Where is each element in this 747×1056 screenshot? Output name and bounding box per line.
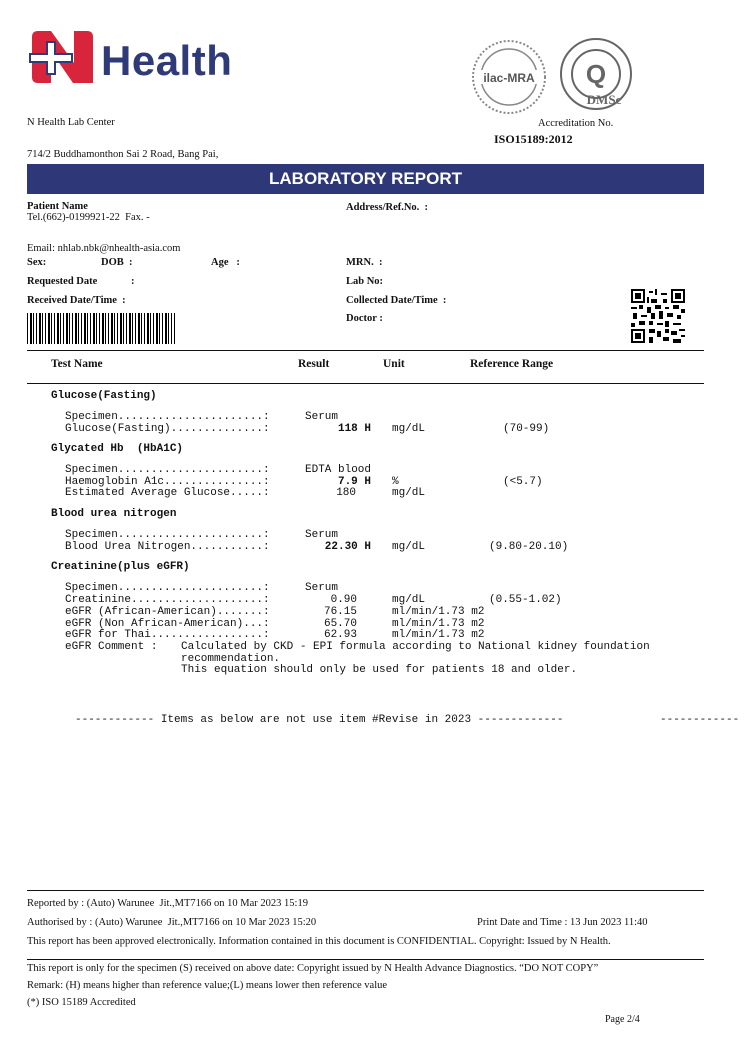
row-result: Serum xyxy=(305,411,339,423)
row-label: eGFR (Non African-American)...: xyxy=(65,618,270,630)
barcode-icon xyxy=(27,313,175,344)
dob-label: DOB : xyxy=(101,257,133,268)
row-range: (<5.7) xyxy=(503,476,543,488)
row-label: Creatinine....................: xyxy=(65,594,270,606)
row-label: Blood Urea Nitrogen...........: xyxy=(65,541,270,553)
row-label: eGFR for Thai.................: xyxy=(65,629,270,641)
lab-name: N Health Lab Center xyxy=(27,117,115,128)
row-range: (9.80-20.10) xyxy=(489,541,569,553)
row-label: Specimen......................: xyxy=(65,411,270,423)
dmsc-seal-text: DMSc xyxy=(586,92,622,107)
requested-date-colon: : xyxy=(131,276,135,287)
age-label: Age : xyxy=(211,257,240,268)
column-reference-range: Reference Range xyxy=(470,358,554,370)
row-range: (0.55-1.02) xyxy=(489,594,562,606)
row-result: Serum xyxy=(305,582,339,594)
n-health-logo xyxy=(29,29,259,85)
row-label: Specimen......................: xyxy=(65,582,270,594)
row-result: 62.93 xyxy=(323,629,357,641)
reported-by: Reported by : (Auto) Warunee Jit.,MT7166 on 10 Mar 2023 15:19 xyxy=(27,898,308,909)
authorised-by: Authorised by : (Auto) Warunee Jit.,MT7166 on 10 Mar 2023 15:20 xyxy=(27,917,317,928)
row-label: Glucose(Fasting)..............: xyxy=(65,423,270,435)
section-title: Glucose(Fasting) xyxy=(51,390,157,402)
egfr-comment-line-1: Calculated by CKD - EPI formula according to National kidney foundation xyxy=(181,641,650,653)
sex-label: Sex: xyxy=(27,257,47,268)
row-unit: mg/dL xyxy=(392,423,426,435)
row-result: 22.30 H xyxy=(324,541,371,553)
page-number: Page 2/4 xyxy=(605,1014,640,1025)
print-datetime: Print Date and Time : 13 Jun 2023 11:40 xyxy=(477,917,648,928)
doctor-label: Doctor : xyxy=(346,313,383,324)
mrn-label: MRN. : xyxy=(346,257,383,268)
collected-datetime-label: Collected Date/Time : xyxy=(346,295,447,306)
revise-note-dashes: ------------ xyxy=(660,714,740,726)
row-unit: ml/min/1.73 m2 xyxy=(392,606,485,618)
row-result: 65.70 xyxy=(323,618,357,630)
accreditation-label: Accreditation No. xyxy=(538,118,614,129)
patient-name-label: Patient Name xyxy=(27,201,88,212)
egfr-comment-label: eGFR Comment : xyxy=(65,641,158,653)
specimen-notice: This report is only for the specimen (S) received on above date: Copyright issued by N Health Advance Diagnostics. “DO NOT COPY” xyxy=(27,963,599,974)
egfr-comment-line-3: This equation should only be used for patients 18 and older. xyxy=(181,664,578,676)
table-top-rule xyxy=(27,350,704,351)
footer-top-rule xyxy=(27,890,704,891)
section-title: Blood urea nitrogen xyxy=(51,508,177,520)
row-unit: ml/min/1.73 m2 xyxy=(392,618,485,630)
accreditation-number: ISO15189:2012 xyxy=(494,132,573,146)
row-label: Haemoglobin A1c...............: xyxy=(65,476,270,488)
row-label: Estimated Average Glucose.....: xyxy=(65,487,270,499)
report-title-banner: LABORATORY REPORT xyxy=(27,164,704,194)
brand-name: Health xyxy=(101,37,233,84)
row-label: Specimen......................: xyxy=(65,529,270,541)
row-result: 180 xyxy=(336,487,356,499)
approval-notice: This report has been approved electronically. Information contained in this document is CONFIDENTIAL. Copyright: Issued by N Health. xyxy=(27,936,611,947)
lab-no-label: Lab No: xyxy=(346,276,384,287)
ilac-mra-seal-icon xyxy=(470,38,548,116)
n-health-logo-mark-icon xyxy=(29,29,95,85)
egfr-comment-line-2: recommendation. xyxy=(181,653,281,665)
row-unit: % xyxy=(392,476,399,488)
lab-address-line-1: 714/2 Buddhamonthon Sai 2 Road, Bang Pai, xyxy=(27,148,219,160)
svg-text:Q: Q xyxy=(585,59,607,89)
column-result: Result xyxy=(298,358,330,370)
ilac-seal-text: ilac-MRA xyxy=(483,71,535,85)
row-unit: mg/dL xyxy=(392,487,426,499)
lab-tel: Tel.(662)-0199921-22 Fax. - xyxy=(27,211,150,223)
dmsc-seal-icon xyxy=(556,36,636,114)
section-title: Glycated Hb (HbA1C) xyxy=(51,443,184,455)
table-header-rule xyxy=(27,383,704,384)
row-result: 76.15 xyxy=(323,606,357,618)
column-unit: Unit xyxy=(383,358,405,370)
requested-date-label: Requested Date xyxy=(27,276,98,287)
lab-email: Email: nhlab.nbk@nhealth-asia.com xyxy=(27,243,181,254)
section-title: Creatinine(plus eGFR) xyxy=(51,561,190,573)
qr-code-icon xyxy=(631,289,685,343)
iso-accredited-note: (*) ISO 15189 Accredited xyxy=(27,997,136,1008)
footer-mid-rule xyxy=(27,959,704,960)
row-label: Specimen......................: xyxy=(65,464,270,476)
row-result: 118 H xyxy=(337,423,371,435)
row-result: 0.90 xyxy=(330,594,357,606)
row-result: EDTA blood xyxy=(305,464,372,476)
row-unit: mg/dL xyxy=(392,594,426,606)
received-datetime-label: Received Date/Time : xyxy=(27,295,126,306)
row-label: eGFR (African-American).......: xyxy=(65,606,270,618)
column-test-name: Test Name xyxy=(51,358,103,370)
row-unit: ml/min/1.73 m2 xyxy=(392,629,485,641)
remark: Remark: (H) means higher than reference value;(L) means lower then reference value xyxy=(27,980,388,991)
row-unit: mg/dL xyxy=(392,541,426,553)
row-result: 7.9 H xyxy=(337,476,371,488)
row-range: (70-99) xyxy=(503,423,550,435)
revise-note: ------------ Items as below are not use item #Revise in 2023 ------------- xyxy=(75,714,564,726)
address-ref-label: Address/Ref.No. : xyxy=(346,202,429,213)
row-result: Serum xyxy=(305,529,339,541)
